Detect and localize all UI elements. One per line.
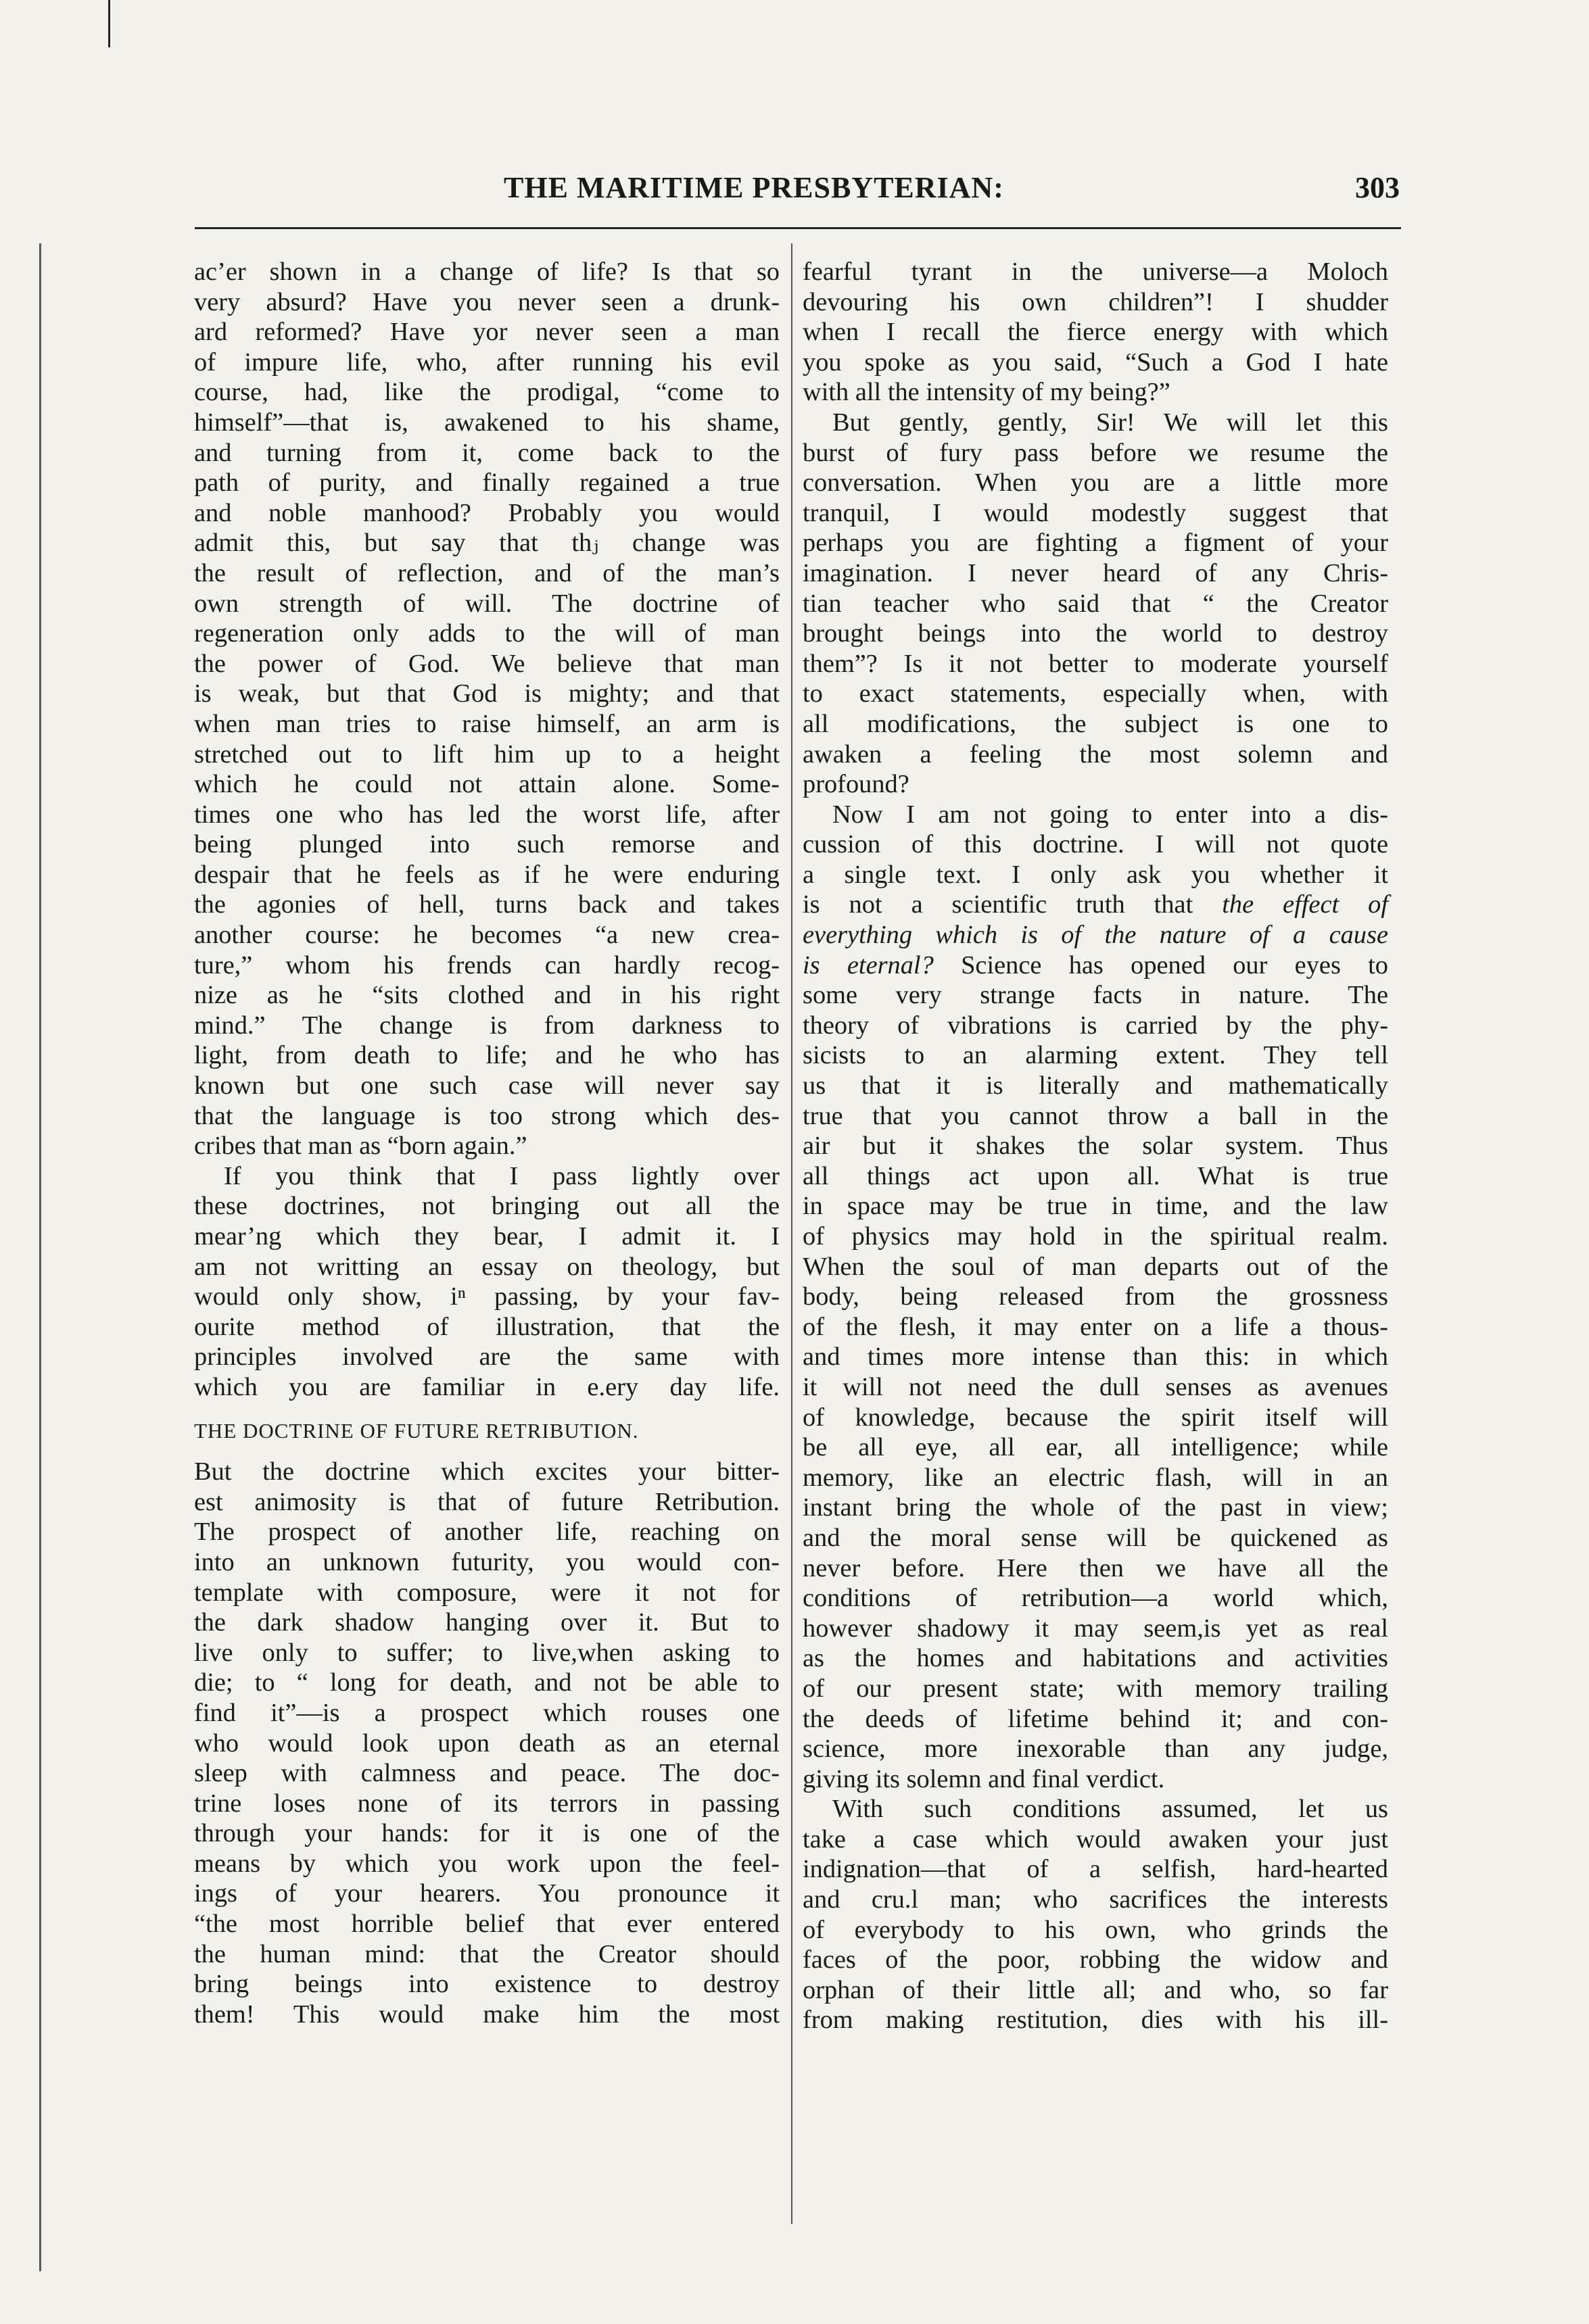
text-line: But gently, gently, Sir! We will let this <box>832 408 1388 437</box>
text-line: all modifications, the subject is one to <box>803 709 1388 738</box>
text-line: brought beings into the world to destroy <box>803 619 1388 648</box>
text-line: from making restitution, dies with his ill- <box>803 2006 1388 2035</box>
text-line: But the doctrine which excites your bitter- <box>194 1457 780 1486</box>
text-line: that the language is too strong which des- <box>194 1101 780 1130</box>
text-line: you spoke as you said, “Such a God I hate <box>803 347 1388 377</box>
text-line: the result of reflection, and of the man’s <box>194 558 780 587</box>
publication-title: THE MARITIME PRESBYTERIAN: <box>504 171 1004 204</box>
text-line: The prospect of another life, reaching on <box>194 1518 780 1547</box>
text-line: them! This would make him the most <box>194 2000 780 2029</box>
text-line: never before. Here then we have all the <box>803 1553 1388 1582</box>
text-line: science, more inexorable than any judge, <box>803 1735 1388 1764</box>
text-line: us that it is literally and mathematically <box>803 1071 1388 1100</box>
text-line: conditions of retribution—a world which, <box>803 1584 1388 1613</box>
text-line: however shadowy it may seem,is yet as real <box>803 1614 1388 1643</box>
text-line: nize as he “sits clothed and in his right <box>194 981 780 1010</box>
text-line: everything which is of the nature of a cause <box>803 921 1388 950</box>
text-line: ard reformed? Have yor never seen a man <box>194 318 780 347</box>
text-line: would only show, iⁿ passing, by your fav- <box>194 1282 780 1311</box>
text-line: it will not need the dull senses as avenues <box>803 1372 1388 1401</box>
text-line: of the flesh, it may enter on a life a thous- <box>803 1312 1388 1341</box>
text-line: means by which you work upon the feel- <box>194 1849 780 1878</box>
page-number: 303 <box>1355 171 1400 204</box>
text-line: as the homes and habitations and activities <box>803 1644 1388 1673</box>
text-line: all things act upon all. What is true <box>803 1161 1388 1190</box>
text-line: cribes that man as “born again.” <box>194 1132 527 1161</box>
text-line: die; to “ long for death, and not be able to <box>194 1668 780 1697</box>
paragraph <box>194 1457 780 2029</box>
text-line: If you think that I pass lightly over <box>224 1161 780 1190</box>
text-line: true that you cannot throw a ball in the <box>803 1101 1388 1130</box>
text-line: into an unknown futurity, you would con- <box>194 1547 780 1576</box>
text-line: himself”—that is, awakened to his shame, <box>194 408 780 437</box>
text-line: perhaps you are fighting a figment of your <box>803 529 1388 558</box>
text-line: which he could not attain alone. Some- <box>194 770 780 799</box>
text-line: tian teacher who said that “ the Creator <box>803 589 1388 618</box>
text-line: is weak, but that God is mighty; and that <box>194 679 780 708</box>
paragraph <box>803 800 1388 1795</box>
text-line: to exact statements, especially when, with <box>803 679 1388 708</box>
text-line: est animosity is that of future Retribution. <box>194 1487 780 1516</box>
left-column <box>194 257 780 2029</box>
text-line: imagination. I never heard of any Chris- <box>803 558 1388 587</box>
text-line: instant bring the whole of the past in view; <box>803 1493 1388 1522</box>
column-divider <box>791 243 792 2224</box>
text-line: and noble manhood? Probably you would <box>194 498 780 527</box>
text-line: who would look upon death as an eternal <box>194 1728 780 1758</box>
text-line: the deeds of lifetime behind it; and con- <box>803 1704 1388 1733</box>
paragraph <box>803 1794 1388 2035</box>
text-line: be all eye, all ear, all intelligence; while <box>803 1433 1388 1462</box>
text-line: profound? <box>803 770 909 799</box>
text-line: through your hands: for it is one of the <box>194 1819 780 1848</box>
text-line: is not a scientific truth that the effect of <box>803 890 1388 919</box>
text-line: principles involved are the same with <box>194 1342 780 1372</box>
paragraph <box>194 1161 780 1403</box>
text-line: devouring his own children”! I shudder <box>803 287 1388 316</box>
text-line: despair that he feels as if he were enduring <box>194 860 780 889</box>
text-line: and times more intense than this: in which <box>803 1342 1388 1372</box>
text-line: mear’ng which they bear, I admit it. I <box>194 1222 780 1251</box>
text-line: very absurd? Have you never seen a drunk- <box>194 287 780 316</box>
running-head <box>196 170 1400 211</box>
text-line: them”? Is it not better to moderate yourself <box>803 649 1388 678</box>
text-line: tranquil, I would modestly suggest that <box>803 498 1388 527</box>
text-line: trine loses none of its terrors in passing <box>194 1789 780 1818</box>
text-line: body, being released from the grossness <box>803 1282 1388 1311</box>
text-line: Now I am not going to enter into a dis- <box>832 800 1388 829</box>
text-line: light, from death to life; and he who has <box>194 1041 780 1070</box>
text-line: take a case which would awaken your just <box>803 1824 1388 1854</box>
text-line: some very strange facts in nature. The <box>803 981 1388 1010</box>
text-line: theory of vibrations is carried by the phy- <box>803 1011 1388 1040</box>
text-line: the human mind: that the Creator should <box>194 1939 780 1968</box>
text-line: burst of fury pass before we resume the <box>803 438 1388 467</box>
text-line: known but one such case will never say <box>194 1071 780 1100</box>
text-line: another course: he becomes “a new crea- <box>194 921 780 950</box>
text-line: times one who has led the worst life, after <box>194 800 780 829</box>
text-line: cussion of this doctrine. I will not quote <box>803 830 1388 859</box>
text-line: stretched out to lift him up to a height <box>194 740 780 769</box>
text-line: when man tries to raise himself, an arm is <box>194 709 780 738</box>
text-line: being plunged into such remorse and <box>194 830 780 859</box>
text-line: find it”—is a prospect which rouses one <box>194 1698 780 1727</box>
text-line: and the moral sense will be quickened as <box>803 1523 1388 1552</box>
text-line: sleep with calmness and peace. The doc- <box>194 1759 780 1788</box>
paragraph <box>194 257 780 1161</box>
text-line: live only to suffer; to live,when asking to <box>194 1638 780 1667</box>
text-line: fearful tyrant in the universe—a Moloch <box>803 258 1388 286</box>
text-line: the power of God. We believe that man <box>194 649 780 678</box>
text-line: own strength of will. The doctrine of <box>194 589 780 618</box>
text-line: when I recall the fierce energy with which <box>803 318 1388 347</box>
text-line: ture,” whom his frends can hardly recog- <box>194 950 780 979</box>
text-line: a single text. I only ask you whether it <box>803 860 1388 889</box>
text-line: sicists to an alarming extent. They tell <box>803 1041 1388 1070</box>
text-line: with all the intensity of my being?” <box>803 378 1170 407</box>
text-line: faces of the poor, robbing the widow and <box>803 1945 1388 1975</box>
header-rule <box>195 227 1401 229</box>
section-heading: THE DOCTRINE OF FUTURE RETRIBUTION. <box>194 1418 639 1443</box>
text-line: of physics may hold in the spiritual realm. <box>803 1222 1388 1251</box>
text-line: “the most horrible belief that ever entered <box>194 1910 780 1939</box>
text-line: template with composure, were it not for <box>194 1578 780 1607</box>
text-line: the agonies of hell, turns back and takes <box>194 890 780 919</box>
right-column <box>803 257 1388 2035</box>
text-line: With such conditions assumed, let us <box>832 1795 1388 1824</box>
text-line: of knowledge, because the spirit itself will <box>803 1403 1388 1432</box>
text-line: these doctrines, not bringing out all the <box>194 1192 780 1221</box>
text-line: ings of your hearers. You pronounce it <box>194 1879 780 1908</box>
text-line: of everybody to his own, who grinds the <box>803 1915 1388 1944</box>
paragraph <box>803 257 1388 408</box>
text-line: bring beings into existence to destroy <box>194 1970 780 1999</box>
text-line: mind.” The change is from darkness to <box>194 1011 780 1040</box>
text-line: which you are familiar in e.ery day life. <box>194 1372 780 1401</box>
text-line: conversation. When you are a little more <box>803 468 1388 498</box>
text-line: course, had, like the prodigal, “come to <box>194 378 780 407</box>
text-line: ourite method of illustration, that the <box>194 1312 780 1341</box>
text-line: awaken a feeling the most solemn and <box>803 740 1388 769</box>
text-line: am not writting an essay on theology, but <box>194 1252 780 1281</box>
text-line: orphan of their little all; and who, so far <box>803 1975 1388 2004</box>
text-line: of impure life, who, after running his evil <box>194 347 780 377</box>
text-line: ac’er shown in a change of life? Is that so <box>194 258 780 286</box>
paragraph <box>803 408 1388 800</box>
text-line: indignation—that of a selfish, hard-hearted <box>803 1855 1388 1884</box>
text-line: memory, like an electric flash, will in an <box>803 1463 1388 1492</box>
text-line: the dark shadow hanging over it. But to <box>194 1608 780 1637</box>
text-line: of our present state; with memory trailing <box>803 1674 1388 1703</box>
text-line: is eternal? Science has opened our eyes to <box>803 950 1388 979</box>
text-line: path of purity, and finally regained a true <box>194 468 780 498</box>
binding-edge-rule <box>39 243 41 2271</box>
text-line: regeneration only adds to the will of man <box>194 619 780 648</box>
corner-mark <box>108 0 110 47</box>
text-line: admit this, but say that thⱼ change was <box>194 529 780 558</box>
text-line: When the soul of man departs out of the <box>803 1252 1388 1281</box>
text-line: in space may be true in time, and the law <box>803 1192 1388 1221</box>
text-line: and turning from it, come back to the <box>194 438 780 467</box>
text-line: air but it shakes the solar system. Thus <box>803 1132 1388 1161</box>
text-line: giving its solemn and final verdict. <box>803 1764 1165 1793</box>
text-line: and cru.l man; who sacrifices the interests <box>803 1885 1388 1914</box>
